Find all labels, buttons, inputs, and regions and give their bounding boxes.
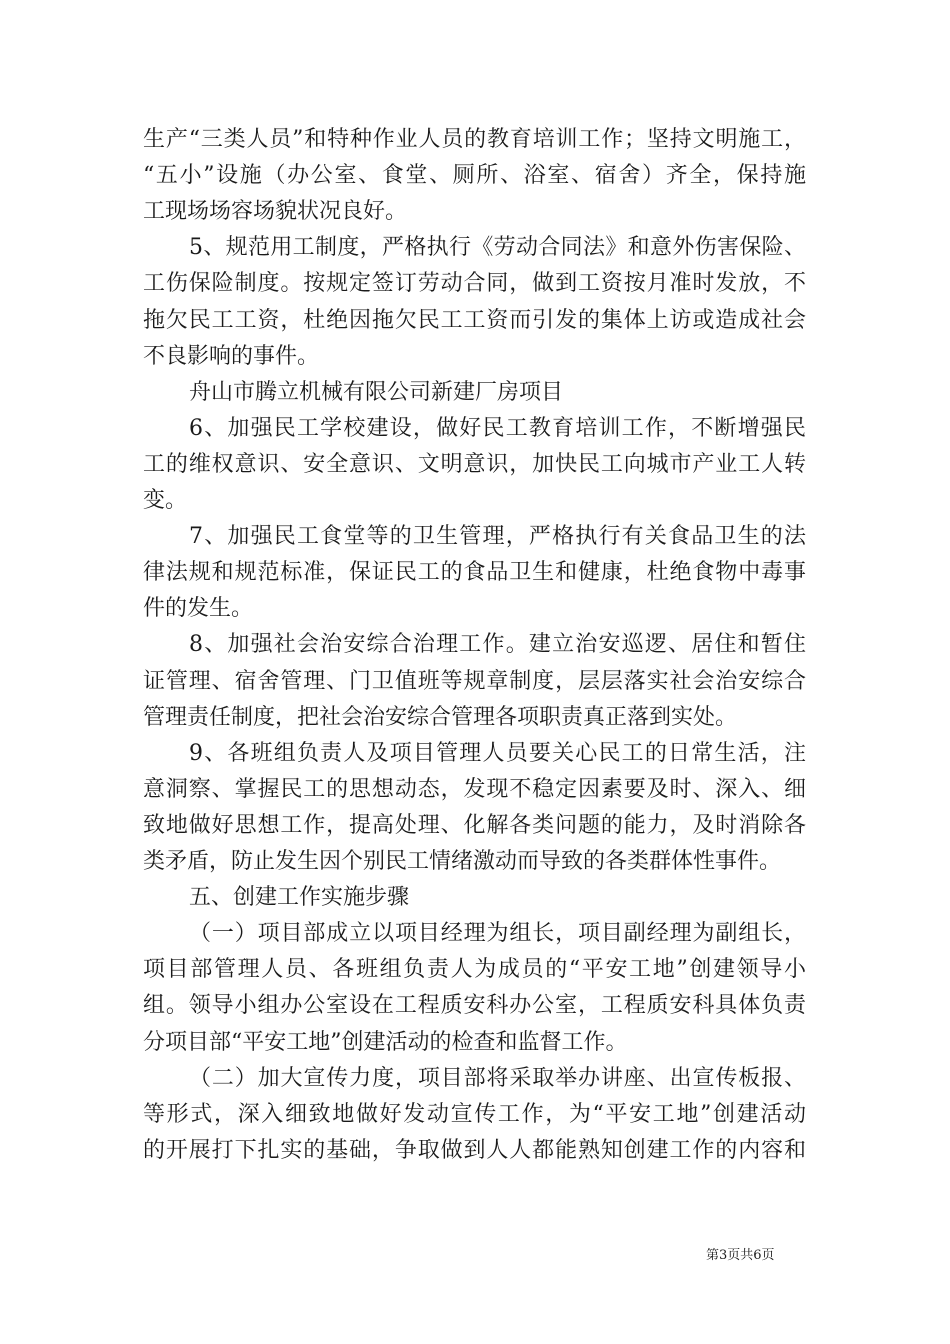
text-line: 7、加强民工食堂等的卫生管理，严格执行有关食品卫生的法 [189, 524, 806, 549]
text-line: 5、规范用工制度，严格执行《劳动合同法》和意外伤害保险、 [189, 235, 806, 260]
text-line: 证管理、宿舍管理、门卫值班等规章制度，层层落实社会治安综合 [143, 669, 806, 694]
text-line: 6、加强民工学校建设，做好民工教育培训工作，不断增强民 [189, 416, 806, 441]
text-line: 律法规和规范标准，保证民工的食品卫生和健康，杜绝食物中毒事 [143, 560, 806, 585]
text-line: 生产“三类人员”和特种作业人员的教育培训工作；坚持文明施工， [143, 127, 806, 152]
text-line: 致地做好思想工作，提高处理、化解各类问题的能力，及时消除各 [143, 813, 806, 838]
text-line: 舟山市腾立机械有限公司新建厂房项目 [189, 380, 564, 405]
text-line: 项目部管理人员、各班组负责人为成员的“平安工地”创建领导小 [143, 957, 806, 982]
text-line: 8、加强社会治安综合治理工作。建立治安巡逻、居住和暂住 [189, 632, 806, 657]
text-line: （二）加大宣传力度，项目部将采取举办讲座、出宣传板报、 [189, 1066, 806, 1091]
text-line: 工伤保险制度。按规定签订劳动合同，做到工资按月准时发放，不 [143, 271, 806, 296]
text-line: 组。领导小组办公室设在工程质安科办公室，工程质安科具体负责 [143, 993, 806, 1018]
text-line: 工的维权意识、安全意识、文明意识，加快民工向城市产业工人转 [143, 452, 806, 477]
text-line: 的开展打下扎实的基础，争取做到人人都能熟知创建工作的内容和 [143, 1138, 806, 1163]
text-line: 9、各班组负责人及项目管理人员要关心民工的日常生活，注 [189, 741, 806, 766]
text-line: 拖欠民工工资，杜绝因拖欠民工工资而引发的集体上访或造成社会 [143, 308, 806, 333]
text-line: 等形式，深入细致地做好发动宣传工作，为“平安工地”创建活动 [143, 1102, 806, 1127]
text-line: 变。 [143, 488, 188, 513]
text-line: 管理责任制度，把社会治安综合管理各项职责真正落到实处。 [143, 705, 738, 730]
text-line: 不良影响的事件。 [143, 344, 320, 369]
text-line: “五小”设施（办公室、食堂、厕所、浴室、宿舍）齐全，保持施 [143, 163, 806, 188]
text-line: （一）项目部成立以项目经理为组长，项目副经理为副组长， [189, 921, 806, 946]
text-line: 五、创建工作实施步骤 [189, 885, 410, 910]
text-line: 意洞察、掌握民工的思想动态，发现不稳定因素要及时、深入、细 [143, 777, 806, 802]
text-line: 工现场场容场貌状况良好。 [143, 199, 408, 224]
page-footer: 第3页共6页 [706, 1248, 775, 1263]
text-line: 件的发生。 [143, 596, 254, 621]
text-line: 类矛盾，防止发生因个别民工情绪激动而导致的各类群体性事件。 [143, 849, 782, 874]
text-line: 分项目部“平安工地”创建活动的检查和监督工作。 [143, 1030, 628, 1055]
